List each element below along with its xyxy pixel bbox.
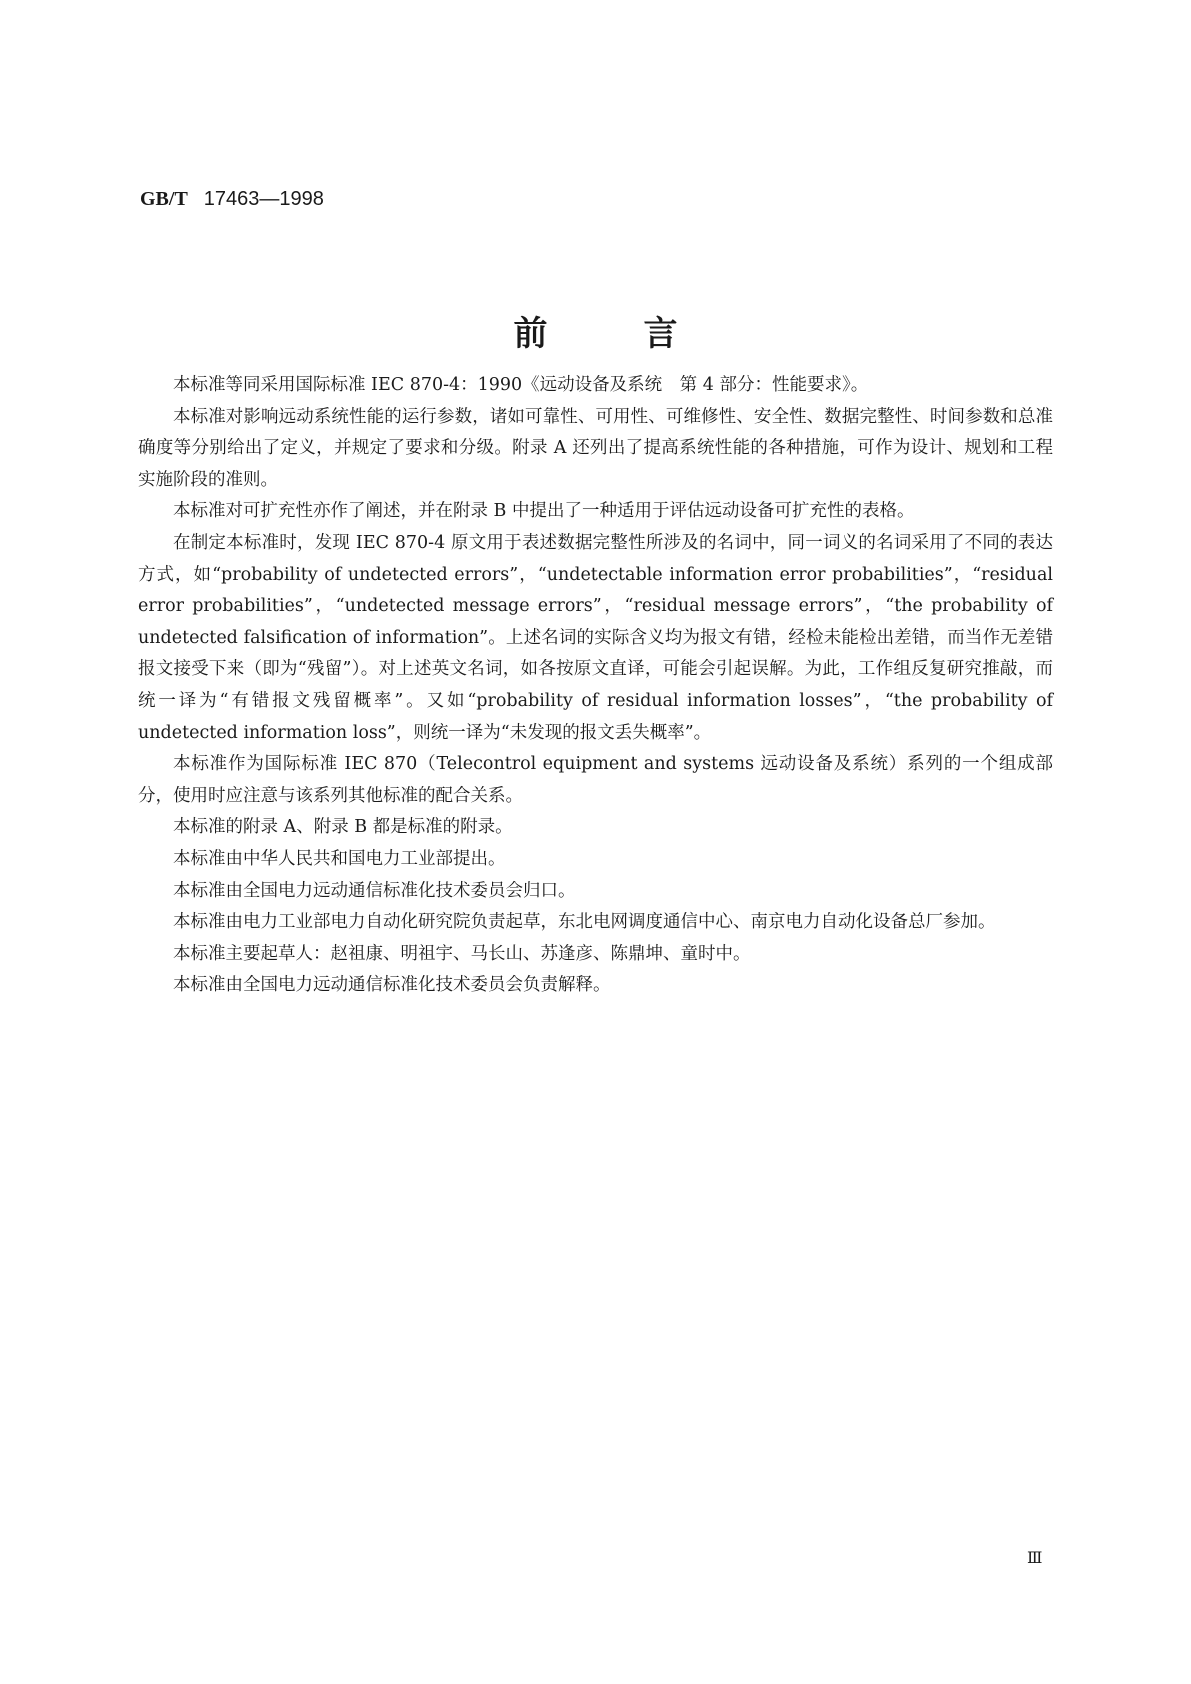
paragraph-series: 本标准作为国际标准 IEC 870（Telecontrol equipment and systems 远动设备及系统）系列的一个组成部分，使用时应注意与该系列其他标准的配合关系。: [138, 754, 1053, 806]
paragraph-drafters: 本标准主要起草人：赵祖康、明祖宇、马长山、苏逢彦、陈鼎坤、童时中。: [173, 943, 751, 964]
standard-number: 17463—1998: [203, 188, 324, 210]
paragraph-adoption: 本标准等同采用国际标准 IEC 870-4：1990《远动设备及系统 第 4 部分：性能要求》。: [173, 375, 869, 395]
paragraph-drafting-org: 本标准由电力工业部电力自动化研究院负责起草，东北电网调度通信中心、南京电力自动化设备总厂参加。: [173, 912, 996, 933]
standard-number-header: [140, 188, 324, 211]
standard-prefix: GB/T: [140, 188, 188, 210]
paragraph-proposer: 本标准由中华人民共和国电力工业部提出。: [173, 848, 506, 869]
page-number: Ⅲ: [1027, 1548, 1043, 1567]
paragraph-interpretation: 本标准由全国电力远动通信标准化技术委员会负责解释。: [173, 975, 611, 996]
paragraph-terminology: 在制定本标准时，发现 IEC 870-4 原文用于表述数据完整性所涉及的名词中，同一词义的名词采用了不同的表达方式，如“probability of undetected errors”，“undetectable information error probabilities”，“residual error probabilities”，“undetected message errors”，“residual message errors”，“the probability of undetected falsification of information”。上述名词的实际含义均为报文有错，经检未能检出差错，而当作无差错报文接受下来（即为“残留”）。对上述英文名词，如各按原文直译，可能会引起误解。为此，工作组反复研究推敲，而统一译为“有错报文残留概率”。又如“probability of residual information losses”，“the probability of undetected information loss”，则统一译为“未发现的报文丢失概率”。: [138, 532, 1053, 743]
title-char-2: 言: [643, 314, 678, 354]
foreword-body: [138, 370, 1053, 1002]
paragraph-annexes: 本标准的附录 A、附录 B 都是标准的附录。: [173, 817, 513, 838]
paragraph-centralized: 本标准由全国电力远动通信标准化技术委员会归口。: [173, 880, 576, 901]
paragraph-scope: 本标准对影响远动系统性能的运行参数，诸如可靠性、可用性、可维修性、安全性、数据完整性、时间参数和总准确度等分别给出了定义，并规定了要求和分级。附录 A 还列出了提高系统性能的各种措施，可作为设计、规划和工程实施阶段的准则。: [138, 406, 1053, 490]
page-title: [0, 306, 1191, 355]
title-char-1: 前: [513, 314, 548, 354]
paragraph-expandability: 本标准对可扩充性亦作了阐述，并在附录 B 中提出了一种适用于评估远动设备可扩充性的表格。: [173, 501, 915, 522]
